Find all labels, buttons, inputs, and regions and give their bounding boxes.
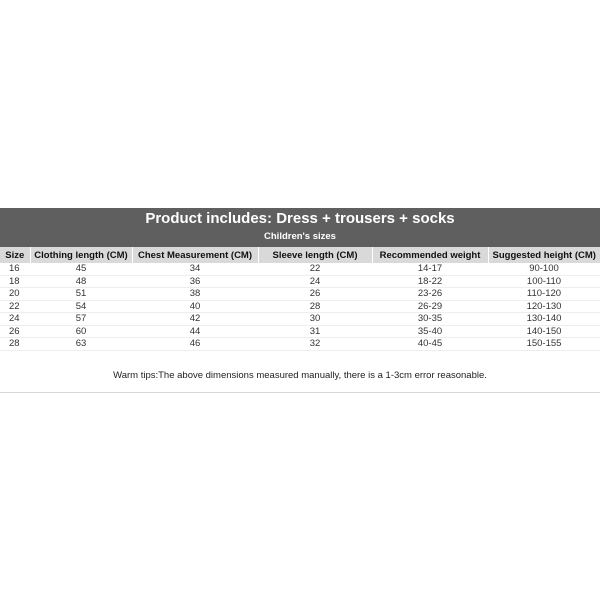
cell-height: 100-110 bbox=[488, 275, 600, 288]
cell-height: 140-150 bbox=[488, 325, 600, 338]
cell-weight: 30-35 bbox=[372, 313, 488, 326]
size-table bbox=[0, 247, 600, 351]
cell-chest: 38 bbox=[132, 288, 258, 301]
column-header-clothing-length: Clothing length (CM) bbox=[30, 247, 132, 263]
cell-chest: 46 bbox=[132, 338, 258, 351]
cell-clothing-length: 54 bbox=[30, 300, 132, 313]
cell-weight: 18-22 bbox=[372, 275, 488, 288]
cell-sleeve-length: 32 bbox=[258, 338, 372, 351]
table-row bbox=[0, 313, 600, 326]
cell-size: 28 bbox=[0, 338, 30, 351]
cell-height: 90-100 bbox=[488, 263, 600, 275]
warm-tips-note: Warm tips:The above dimensions measured manually, there is a 1-3cm error reasonable. bbox=[113, 370, 487, 381]
cell-sleeve-length: 24 bbox=[258, 275, 372, 288]
cell-weight: 26-29 bbox=[372, 300, 488, 313]
cell-clothing-length: 57 bbox=[30, 313, 132, 326]
cell-height: 110-120 bbox=[488, 288, 600, 301]
title-banner bbox=[0, 208, 600, 247]
size-chart bbox=[0, 208, 600, 393]
table-row bbox=[0, 288, 600, 301]
column-header-size: Size bbox=[0, 247, 30, 263]
cell-sleeve-length: 26 bbox=[258, 288, 372, 301]
cell-height: 150-155 bbox=[488, 338, 600, 351]
cell-weight: 14-17 bbox=[372, 263, 488, 275]
header-row bbox=[0, 247, 600, 263]
cell-clothing-length: 45 bbox=[30, 263, 132, 275]
cell-chest: 44 bbox=[132, 325, 258, 338]
cell-size: 16 bbox=[0, 263, 30, 275]
cell-clothing-length: 60 bbox=[30, 325, 132, 338]
cell-clothing-length: 63 bbox=[30, 338, 132, 351]
table-row bbox=[0, 325, 600, 338]
table-row bbox=[0, 275, 600, 288]
cell-clothing-length: 48 bbox=[30, 275, 132, 288]
cell-chest: 40 bbox=[132, 300, 258, 313]
table-row bbox=[0, 300, 600, 313]
cell-sleeve-length: 30 bbox=[258, 313, 372, 326]
cell-height: 130-140 bbox=[488, 313, 600, 326]
cell-weight: 40-45 bbox=[372, 338, 488, 351]
cell-clothing-length: 51 bbox=[30, 288, 132, 301]
column-header-chest: Chest Measurement (CM) bbox=[132, 247, 258, 263]
cell-sleeve-length: 22 bbox=[258, 263, 372, 275]
table-row bbox=[0, 263, 600, 275]
cell-size: 18 bbox=[0, 275, 30, 288]
cell-size: 26 bbox=[0, 325, 30, 338]
cell-weight: 23-26 bbox=[372, 288, 488, 301]
table-row bbox=[0, 338, 600, 351]
column-header-sleeve-length: Sleeve length (CM) bbox=[258, 247, 372, 263]
cell-chest: 34 bbox=[132, 263, 258, 275]
column-header-weight: Recommended weight bbox=[372, 247, 488, 263]
cell-size: 20 bbox=[0, 288, 30, 301]
cell-height: 120-130 bbox=[488, 300, 600, 313]
cell-chest: 36 bbox=[132, 275, 258, 288]
column-header-height: Suggested height (CM) bbox=[488, 247, 600, 263]
cell-chest: 42 bbox=[132, 313, 258, 326]
cell-weight: 35-40 bbox=[372, 325, 488, 338]
cell-sleeve-length: 31 bbox=[258, 325, 372, 338]
cell-sleeve-length: 28 bbox=[258, 300, 372, 313]
cell-size: 22 bbox=[0, 300, 30, 313]
chart-title: Product includes: Dress + trousers + socks bbox=[145, 210, 455, 227]
chart-subtitle: Children's sizes bbox=[264, 231, 336, 242]
cell-size: 24 bbox=[0, 313, 30, 326]
